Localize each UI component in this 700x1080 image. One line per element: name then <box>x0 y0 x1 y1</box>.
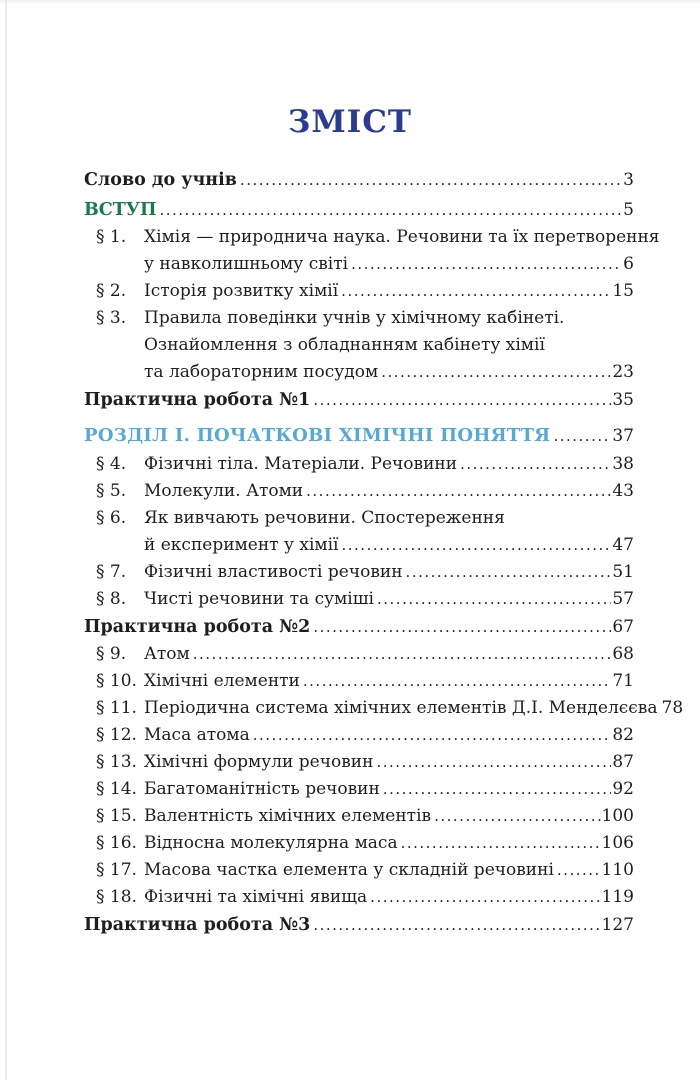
paragraph-number: § 5. <box>96 481 127 501</box>
toc-entry <box>84 478 634 505</box>
entry-title-text: Хімічні формули речовин <box>144 752 374 772</box>
paragraph-number: § 18. <box>96 887 137 907</box>
toc-list <box>84 167 684 939</box>
toc-entry-line <box>84 776 634 803</box>
toc-entry <box>84 614 634 641</box>
paragraph-number: § 15. <box>96 806 137 826</box>
toc-entry <box>84 641 634 668</box>
dot-leader <box>553 423 611 450</box>
toc-entry-line <box>84 749 634 776</box>
entry-title-text: Валентність хімічних елементів <box>144 806 432 826</box>
toc-entry-line <box>84 251 634 278</box>
page-number: 82 <box>612 725 634 745</box>
paragraph-number: § 3. <box>96 308 127 328</box>
page-number: 87 <box>612 752 634 772</box>
entry-title-text: Маса атома <box>144 725 250 745</box>
dot-leader <box>401 830 601 857</box>
entry-title-text: Слово до учнів <box>84 170 237 190</box>
entry-title-text: Практична робота №1 <box>84 390 311 410</box>
toc-entry <box>84 749 634 776</box>
dot-leader <box>383 776 612 803</box>
toc-entry <box>84 305 634 386</box>
dot-leader <box>557 857 601 884</box>
toc-entry <box>84 803 634 830</box>
page-number: 67 <box>612 617 634 637</box>
toc-entry <box>84 559 634 586</box>
page-number: 38 <box>612 454 634 474</box>
entry-title-text: Хімічні елементи <box>144 671 300 691</box>
entry-title-text: Масова частка елемента у складній речовині <box>144 860 554 880</box>
entry-title-text: Практична робота №2 <box>84 617 311 637</box>
dot-leader <box>341 278 611 305</box>
toc-entry-line <box>84 505 634 532</box>
entry-title-text: Фізичні тіла. Матеріали. Речовини <box>144 454 458 474</box>
entry-title-text: й експеримент у хімії <box>144 535 339 555</box>
entry-title-text: Практична робота №3 <box>84 915 311 935</box>
dot-leader <box>313 912 600 939</box>
page-number: 127 <box>601 915 634 935</box>
page-number: 3 <box>623 170 634 190</box>
paragraph-number: § 11. <box>96 698 137 718</box>
dot-leader <box>342 532 612 559</box>
toc-entry <box>84 776 634 803</box>
toc-entry <box>84 505 634 559</box>
toc-entry <box>84 167 634 194</box>
dot-leader <box>460 451 611 478</box>
paragraph-number: § 16. <box>96 833 137 853</box>
page-number: 47 <box>612 535 634 555</box>
toc-entry <box>84 224 660 278</box>
toc-entry <box>84 884 634 911</box>
page-number: 51 <box>612 562 634 582</box>
page-number: 57 <box>612 589 634 609</box>
dot-leader <box>377 586 611 613</box>
paragraph-number: § 10. <box>96 671 137 691</box>
page-number: 6 <box>623 254 634 274</box>
dot-leader <box>306 478 611 505</box>
entry-title-text: Ознайомлення з обладнанням кабінету хімії <box>144 335 545 355</box>
toc-entry-line <box>84 614 634 641</box>
entry-title-text: Багатоманітність речовин <box>144 779 380 799</box>
toc-entry-line <box>84 451 634 478</box>
toc-entry <box>84 857 634 884</box>
toc-entry <box>84 387 634 414</box>
paragraph-number: § 1. <box>96 227 127 247</box>
toc-entry-line <box>84 478 634 505</box>
entry-title-text: Правила поведінки учнів у хімічному кабінеті. <box>144 308 565 328</box>
entry-title-text: Фізичні та хімічні явища <box>144 887 368 907</box>
toc-entry-line <box>84 857 634 884</box>
paragraph-number: § 17. <box>96 860 137 880</box>
toc-entry <box>84 912 634 939</box>
entry-title-text: Молекули. Атоми <box>144 481 304 501</box>
paragraph-number: § 9. <box>96 644 127 664</box>
toc-entry-line <box>84 668 634 695</box>
dot-leader <box>370 884 600 911</box>
dot-leader <box>313 387 611 414</box>
scan-artifact-left-edge <box>5 0 7 1080</box>
toc-entry-line <box>84 387 634 414</box>
page-number: 35 <box>612 390 634 410</box>
toc-entry <box>84 830 634 857</box>
toc-entry-line <box>84 586 634 613</box>
paragraph-number: § 2. <box>96 281 127 301</box>
page-number: 37 <box>612 426 634 446</box>
toc-entry-line <box>84 332 634 359</box>
page-number: 43 <box>612 481 634 501</box>
toc-entry <box>84 722 634 749</box>
toc-entry <box>84 451 634 478</box>
toc-entry <box>84 695 684 722</box>
dot-leader <box>406 559 612 586</box>
paragraph-number: § 6. <box>96 508 127 528</box>
toc-entry-line <box>84 695 684 722</box>
page-title: ЗМІСТ <box>288 104 412 140</box>
page-number: 5 <box>623 200 634 220</box>
toc-entry-line <box>84 359 634 386</box>
dot-leader <box>240 167 622 194</box>
entry-title-text: та лабораторним посудом <box>144 362 379 382</box>
dot-leader <box>381 359 611 386</box>
toc-entry-line <box>84 559 634 586</box>
toc-entry-line <box>84 884 634 911</box>
entry-title-text: Періодична система хімічних елементів Д.І. Менделєєва <box>144 698 658 718</box>
entry-title-text: Хімія — природнича наука. Речовини та їх перетворення <box>144 227 660 247</box>
dot-leader <box>303 668 611 695</box>
toc-entry-line <box>84 422 634 449</box>
toc-entry <box>84 586 634 613</box>
paragraph-number: § 14. <box>96 779 137 799</box>
paragraph-number: § 8. <box>96 589 127 609</box>
toc-entry-line <box>84 305 634 332</box>
entry-title-text: ВСТУП <box>84 200 157 220</box>
toc-entry <box>84 197 634 224</box>
toc-entry-line <box>84 722 634 749</box>
dot-leader <box>159 197 622 224</box>
dot-leader <box>193 641 612 668</box>
entry-title-text: Історія розвитку хімії <box>144 281 339 301</box>
page-number: 119 <box>601 887 634 907</box>
entry-title-text: Як вивчають речовини. Спостереження <box>144 508 505 528</box>
paragraph-number: § 7. <box>96 562 127 582</box>
toc-entry-line <box>84 803 634 830</box>
toc-entry-line <box>84 912 634 939</box>
toc-entry-line <box>84 830 634 857</box>
toc-entry <box>84 668 634 695</box>
toc-entry-line <box>84 167 634 194</box>
entry-title-text: Чисті речовини та суміші <box>144 589 374 609</box>
page-number: 106 <box>601 833 634 853</box>
toc-entry-line <box>84 197 634 224</box>
page-number: 110 <box>601 860 634 880</box>
entry-title-text: Відносна молекулярна маса <box>144 833 398 853</box>
toc-entry <box>84 422 634 449</box>
page-number: 15 <box>612 281 634 301</box>
entry-title-text: РОЗДІЛ І. ПОЧАТКОВІ ХІМІЧНІ ПОНЯТТЯ <box>84 425 551 446</box>
page-number: 71 <box>612 671 634 691</box>
paragraph-number: § 13. <box>96 752 137 772</box>
page-number: 23 <box>612 362 634 382</box>
paragraph-number: § 12. <box>96 725 137 745</box>
dot-leader <box>434 803 600 830</box>
paragraph-number: § 4. <box>96 454 127 474</box>
toc-entry-line <box>84 641 634 668</box>
page-number: 68 <box>612 644 634 664</box>
page-number: 100 <box>601 806 634 826</box>
entry-title-text: Атом <box>144 644 190 664</box>
entry-title-text: у навколишньому світі <box>144 254 349 274</box>
toc-entry <box>84 278 634 305</box>
scan-artifact-top-edge <box>0 0 700 4</box>
toc-entry-line <box>84 532 634 559</box>
entry-title-text: Фізичні властивості речовин <box>144 562 403 582</box>
dot-leader <box>376 749 611 776</box>
dot-leader <box>313 614 611 641</box>
toc-entry-line <box>84 278 634 305</box>
dot-leader <box>253 722 612 749</box>
page-number: 78 <box>661 698 684 718</box>
dot-leader <box>351 251 622 278</box>
toc-entry-line <box>84 224 660 251</box>
page-number: 92 <box>612 779 634 799</box>
